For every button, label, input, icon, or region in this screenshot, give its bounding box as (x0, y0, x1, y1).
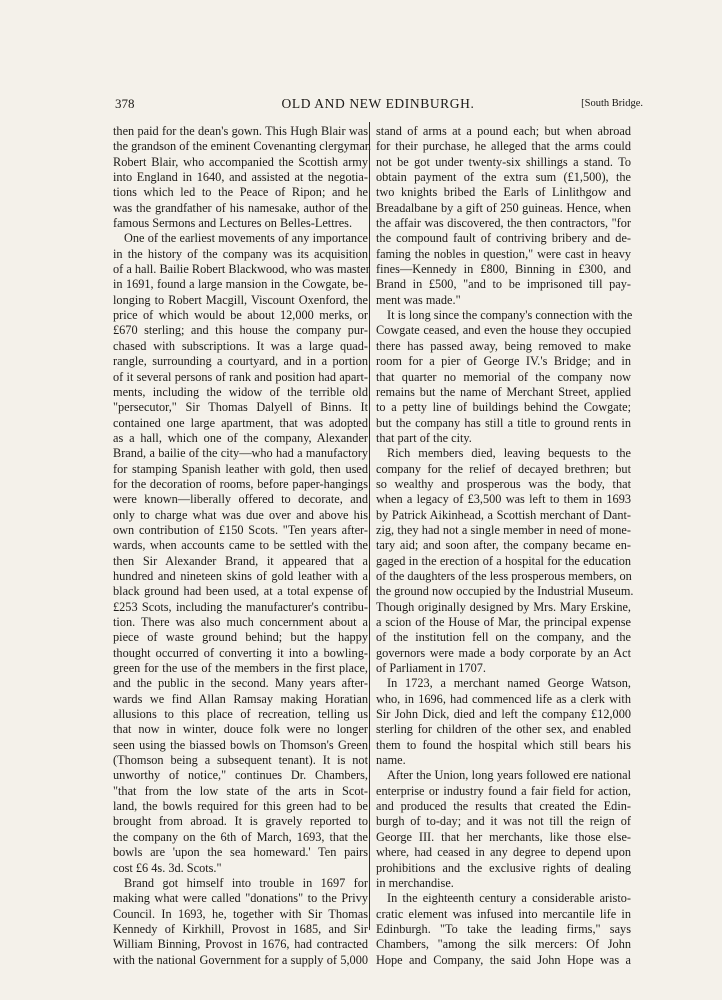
text-line: fines—Kennedy in £800, Binning in £300, and (376, 262, 631, 277)
text-line: the ground now occupied by the Industrial Museum. (376, 584, 634, 599)
text-line: the affair was discovered, the then contractors, "for (376, 216, 631, 231)
text-line: who, in 1696, had commenced life as a clerk with (376, 691, 631, 706)
text-line: Brand in £500, "and to be imprisoned till pay- (376, 277, 631, 292)
text-line: ments, including the widow of the terrible old (113, 384, 368, 399)
text-line: only to charge what was due over and above his (113, 507, 368, 522)
text-line: wards, when accounts came to be settled with the (113, 538, 368, 553)
text-line: Edinburgh. "To take the leading firms," says (376, 921, 631, 936)
text-line: then paid for the dean's gown. This Hugh Blair was (113, 124, 368, 138)
text-line: land, the bowls required for this green had to be (113, 799, 368, 814)
right-column (376, 124, 634, 968)
text-line: governors were made a body corporate by an Act (376, 645, 631, 660)
text-line: with the national Government for a supply of 5,000 (113, 952, 368, 967)
text-line: wards we find Allan Ramsay making Horatian (113, 691, 368, 706)
text-line: stand of arms at a pound each; but when abroad (376, 124, 631, 138)
text-line: for their purchase, he alleged that the arms could (376, 139, 631, 154)
text-line: as a hall, which one of the company, Alexander (113, 430, 368, 445)
text-line: tary aid; and soon after, the company became en- (376, 538, 631, 553)
text-line: zig, they had not a single member in need of mone- (376, 522, 631, 537)
text-line: gaged in the erection of a hospital for the education (376, 553, 631, 568)
section-label: [South Bridge. (581, 98, 643, 109)
text-line: but the company has still a title to ground rents in (376, 415, 631, 430)
text-line: of the institution fell on the company, and the (376, 630, 631, 645)
text-line: longing to Robert Macgill, Viscount Oxenford, the (113, 292, 368, 307)
text-line: brought from abroad. It is gravely reported to (113, 814, 368, 829)
running-title: OLD AND NEW EDINBURGH. (281, 96, 475, 111)
text-line: Sir John Dick, died and left the company £12,000 (376, 707, 631, 722)
text-line: chased with subscriptions. It was a large quad- (113, 338, 368, 353)
text-line: them to found the hospital which still bears his (376, 737, 631, 752)
text-line: In the eighteenth century a considerable aristo- (387, 891, 631, 906)
text-line: Rich members died, leaving bequests to the (387, 446, 631, 461)
text-line: that quarter no memorial of the company now (376, 369, 631, 384)
text-line: thought occurred of converting it into a bowling- (113, 645, 368, 660)
text-line: not be got under twenty-six shillings a stand. To (376, 154, 631, 169)
text-line: the company on the 6th of March, 1693, that the (113, 829, 368, 844)
text-line: then Sir Alexander Brand, it appeared that a (113, 553, 368, 568)
text-line: rangle, surrounding a courtyard, and in a portion (113, 354, 368, 369)
text-line: there has passed away, being removed to make (376, 338, 631, 353)
text-line: sterling for children of the other sex, and enabled (376, 722, 631, 737)
text-line: hundred and nineteen skins of gold leather with a (113, 568, 368, 583)
text-line: George III. that her merchants, like those else- (376, 829, 631, 844)
text-line: unworthy of notice," continues Dr. Chambers, (113, 768, 368, 783)
column-divider (369, 122, 370, 930)
text-line: Robert Blair, who accompanied the Scottish army (113, 154, 368, 169)
text-line: seen using the biassed bowls on Thomson's Green (113, 737, 368, 752)
text-line: room for a pier of George IV.'s Bridge; and in (376, 354, 631, 369)
text-line: the grandson of the eminent Covenanting clergyman (113, 139, 371, 154)
text-line: It is long since the company's connection with the (387, 308, 633, 323)
text-line: price of which would be about 12,000 merks, or (113, 308, 368, 323)
text-line: burgh of to-day; and it was not till the reign of (376, 814, 631, 829)
text-line: green for the use of the members in the first place, (113, 661, 368, 676)
text-line: of the daughters of the less prosperous members, on (376, 568, 632, 583)
text-line: enterprise or industry found a fair field for action, (376, 783, 631, 798)
text-line: (Thomson being a subsequent tenant). It is not (113, 753, 368, 768)
text-line: in the history of the company was its acquisition (113, 246, 368, 261)
text-line: £670 sterling; and this house the company pur- (113, 323, 368, 338)
text-line: cost £6 4s. 3d. Scots." (113, 860, 222, 875)
text-line: Though originally designed by Mrs. Mary Erskine, (376, 599, 631, 614)
text-line: cratic element was infused into mercantile life in (376, 906, 631, 921)
text-line: of Parliament in 1707. (376, 661, 486, 676)
text-line: remains but the name of Merchant Street, applied (376, 384, 631, 399)
text-line: piece of waste ground behind; but the happy (113, 630, 368, 645)
text-line: into England in 1640, and assisted at the negotia- (113, 170, 368, 185)
text-line: to a petty line of buildings behind the Cowgate; (376, 400, 631, 415)
text-line: "persecutor," Sir Thomas Dalyell of Binns. It (113, 400, 368, 415)
text-line: In 1723, a merchant named George Watson, (387, 676, 631, 691)
text-line: when a legacy of £3,500 was left to them in 1693 (376, 492, 631, 507)
text-line: in merchandise. (376, 875, 454, 890)
text-line: Chambers, "among the silk mercers: Of John (376, 937, 631, 952)
text-line: that part of the city. (376, 430, 472, 445)
text-line: bowls are 'upon the sea homeward.' Ten pairs (113, 845, 368, 860)
text-line: One of the earliest movements of any importance (124, 231, 368, 246)
text-line: were known—liberally offered to decorate, and (113, 492, 368, 507)
text-line: Council. In 1693, he, together with Sir Thomas (113, 906, 368, 921)
left-column (113, 124, 371, 968)
text-line: £253 Scots, including the manufacturer's contribu- (113, 599, 368, 614)
text-line: tion. There was also much concernment about a (113, 615, 368, 629)
text-line: of it several persons of rank and position had apart- (113, 369, 368, 384)
text-line: was the grandfather of his namesake, author of the (113, 200, 368, 215)
text-line: own contribution of £150 Scots. "Ten years after- (113, 522, 368, 537)
text-line: Cowgate ceased, and even the house they occupied (376, 323, 631, 338)
text-line: of a hall. Bailie Robert Blackwood, who was master (113, 262, 370, 277)
text-line: prohibitions and the exclusive rights of dealing (376, 860, 631, 875)
text-line: faming the nobles in question," were cast in heavy (376, 246, 631, 261)
text-line: in 1691, found a large mansion in the Cowgate, be- (113, 277, 368, 292)
text-line: "that from the low state of the arts in Scot- (113, 783, 368, 798)
text-line: Kennedy of Kirkhill, Provost in 1685, and Sir (113, 921, 368, 936)
text-line: ment was made." (376, 292, 461, 307)
text-line: the compound fault of contriving bribery and de- (376, 231, 631, 246)
text-line: famous Sermons and Lectures on Belles-Lettres. (113, 216, 353, 231)
text-line: and the public in the second. Many years after- (113, 676, 368, 691)
text-line: William Binning, Provost in 1676, had contracted (113, 937, 368, 952)
text-line: making what were called "donations" to the Privy (113, 891, 368, 906)
text-line: and produced the results that created the Edin- (376, 799, 631, 814)
text-line: Brand got himself into trouble in 1697 for (124, 875, 368, 890)
text-line: for the decoration of rooms, before paper-hangings (113, 476, 368, 491)
text-line: name. (376, 753, 406, 768)
text-line: a scion of the House of Mar, the principal expense (376, 615, 631, 629)
text-line: company for the relief of decayed brethren; but (376, 461, 631, 476)
text-line: obtain payment of the extra sum (£1,500), the (376, 170, 631, 185)
text-line: for stamping Spanish leather with gold, then used (113, 461, 368, 476)
text-line: Brand, a bailie of the city—who had a manufactory (113, 446, 368, 461)
text-line: black ground had been used, at a total expense of (113, 584, 368, 599)
text-line: contained one large apartment, that was adopted (113, 415, 368, 430)
text-line: After the Union, long years followed ere national (387, 768, 631, 783)
text-line: Hope and Company, the said John Hope was a (376, 952, 631, 967)
text-line: allusions to this place of recreation, telling us (113, 707, 368, 722)
text-line: Breadalbane by a gift of 250 guineas. Hence, when (376, 200, 631, 215)
text-line: that now in winter, douce folk were no longer (113, 722, 368, 737)
text-line: by Patrick Aikinhead, a Scottish merchant of Dant- (376, 507, 631, 522)
page-header (113, 96, 643, 114)
text-line: where, had ceased in any degree to depend upon (376, 845, 631, 860)
text-line: so wealthy and prosperous was the body, that (376, 476, 631, 491)
text-line: tions which led to the Peace of Ripon; and he (113, 185, 368, 200)
text-line: two knights bribed the Earls of Linlithgow and (376, 185, 631, 200)
page-number: 378 (115, 96, 135, 111)
